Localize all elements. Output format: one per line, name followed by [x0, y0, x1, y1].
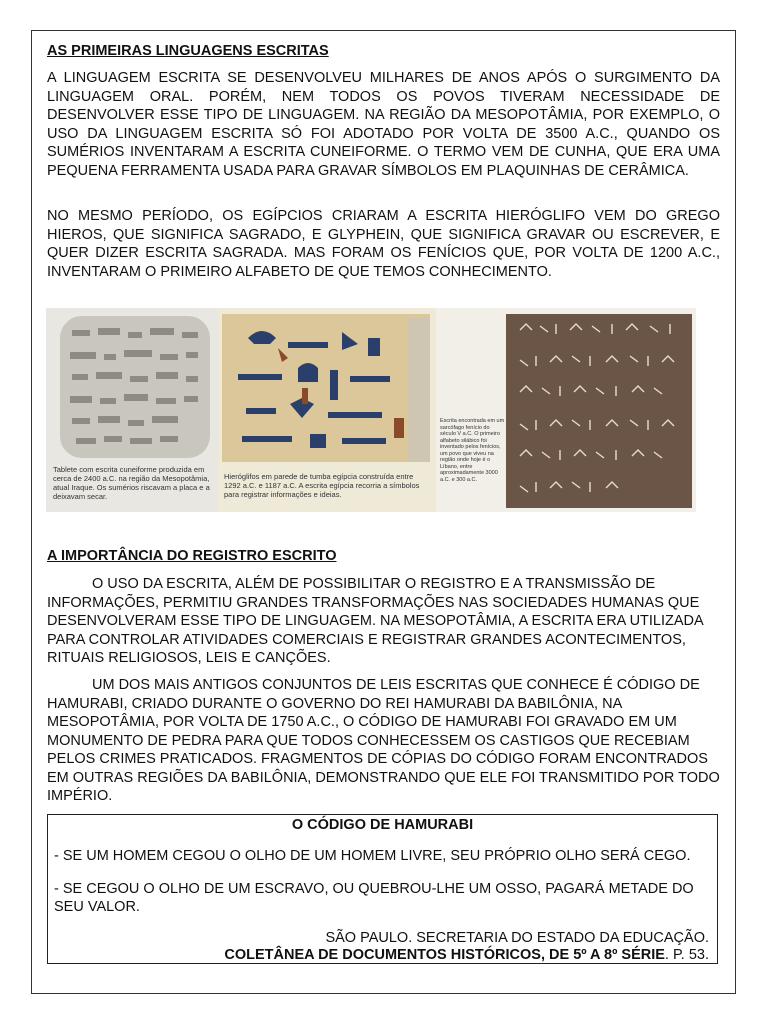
cuneiform-tablet-image	[46, 308, 218, 512]
source-line-1: SÃO PAULO. SECRETARIA DO ESTADO DA EDUCAÇÃO.	[325, 930, 709, 946]
hieroglyphs-caption: Hieróglifos em parede de tumba egípcia construída entre 1292 a.C. e 1187 a.C. A escrita egípcia recorria a símbolos para registrar informações e ideias.	[224, 472, 420, 499]
phoenician-caption: Escrita encontrada em um sarcófago fenício do século V a.C. O primeiro alfabeto silábico foi inventado pelos fenícios, um povo que viveu na região onde hoje é o Líbano, entre aproximadamente 3000 a.C. e 300 a.C.	[440, 418, 505, 483]
phoenician-writing-image	[436, 308, 696, 512]
code-item-2: - SE CEGOU O OLHO DE UM ESCRAVO, OU QUEBROU-LHE UM OSSO, PAGARÁ METADE DO SEU VALOR.	[54, 881, 694, 915]
cuneiform-caption: Tablete com escrita cuneiforme produzida em cerca de 2400 a.C. na região da Mesopotâmia, atual Iraque. Os sumérios riscavam a placa e a deixavam secar.	[53, 465, 210, 501]
section-title-importance-of-writing: A IMPORTÂNCIA DO REGISTRO ESCRITO	[47, 548, 337, 564]
source-line-2	[224, 947, 709, 963]
source-title: COLETÂNEA DE DOCUMENTOS HISTÓRICOS, DE 5º A 8º SÉRIE	[224, 947, 665, 963]
paragraph-hammurabi-code: UM DOS MAIS ANTIGOS CONJUNTOS DE LEIS ESCRITAS QUE CONHECE É CÓDIGO DE HAMURABI, CRIADO DURANTE O GOVERNO DO REI HAMURABI DA BABILÔNIA, NA MESOPOTÂMIA, POR VOLTA DE 1750 A.C., O CÓDIGO DE HAMURABI FOI GRAVADO EM UM MONUMENTO DE PEDRA PARA QUE TODOS CONHECESSEM OS CASTIGOS QUE RECEBIAM PELOS CRIMES PRATICADOS. FRAGMENTOS DE CÓPIAS DO CÓDIGO FORAM ENCONTRADOS EM OUTRAS REGIÕES DA BABILÔNIA, DEMONSTRANDO QUE ELE FOI TRANSMITIDO POR TODO IMPÉRIO.	[47, 677, 720, 804]
paragraph-written-language-origin: A LINGUAGEM ESCRITA SE DESENVOLVEU MILHARES DE ANOS APÓS O SURGIMENTO DA LINGUAGEM ORAL. PORÉM, NEM TODOS OS POVOS TIVERAM NECESSIDADE DE DESENVOLVER ESSE TIPO DE LINGUAGEM. NA REGIÃO DA MESOPOTÂMIA, POR EXEMPLO, O USO DA LINGUAGEM ESCRITA SÓ FOI ADOTADO POR VOLTA DE 3500 A.C., QUANDO OS SUMÉRIOS INVENTARAM A ESCRITA CUNEIFORME. O TERMO VEM DE CUNHA, QUE ERA UMA PEQUENA FERRAMENTA USADA PARA GRAVAR SÍMBOLOS EM PLAQUINHAS DE CERÂMICA.	[47, 70, 720, 179]
hammurabi-code-box	[47, 814, 718, 964]
paragraph-use-of-writing: O USO DA ESCRITA, ALÉM DE POSSIBILITAR O REGISTRO E A TRANSMISSÃO DE INFORMAÇÕES, PERMITIU GRANDES TRANSFORMAÇÕES NAS SOCIEDADES HUMANAS QUE DESENVOLVERAM ESSE TIPO DE LINGUAGEM. NA MESOPOTÂMIA, A ESCRITA ERA UTILIZADA PARA CONTROLAR ATIVIDADES COMERCIAIS E REGISTRAR GRANDES ACONTECIMENTOS, RITUAIS RELIGIOSOS, LEIS E CANÇÕES.	[47, 576, 703, 666]
code-box-title: O CÓDIGO DE HAMURABI	[291, 817, 474, 833]
paragraph-hieroglyphs: NO MESMO PERÍODO, OS EGÍPCIOS CRIARAM A ESCRITA HIERÓGLIFO VEM DO GREGO HIEROS, QUE SIGNIFICA SAGRADO, E GLYPHEIN, QUE SIGNIFICA GRAVAR OU ESCREVER, E QUER DIZER ESCRITA SAGRADA. MAS FORAM OS FENÍCIOS QUE, POR VOLTA DE 1200 A.C., INVENTARAM O PRIMEIRO ALFABETO DE QUE TEMOS CONHECIMENTO.	[47, 208, 720, 280]
code-item-1: - SE UM HOMEM CEGOU O OLHO DE UM HOMEM LIVRE, SEU PRÓPRIO OLHO SERÁ CEGO.	[54, 848, 691, 864]
hieroglyphs-image	[218, 308, 436, 512]
section-title-first-written-languages: AS PRIMEIRAS LINGUAGENS ESCRITAS	[47, 43, 329, 59]
source-page: . P. 53.	[664, 947, 709, 963]
